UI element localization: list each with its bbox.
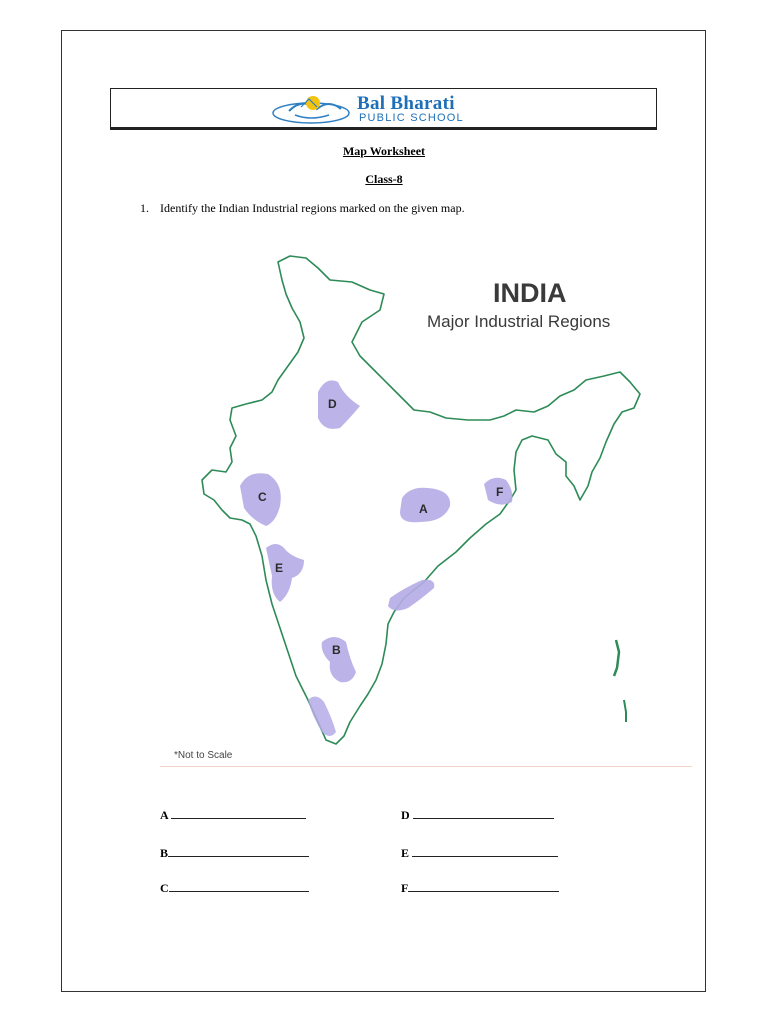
school-name: Bal Bharati bbox=[357, 93, 455, 114]
answer-a-blank[interactable] bbox=[171, 807, 306, 819]
answer-b bbox=[160, 845, 309, 861]
question-1 bbox=[140, 201, 465, 216]
region-unlabeled-south-tip bbox=[308, 696, 336, 736]
question-number: 1. bbox=[140, 201, 149, 215]
answer-e-label: E bbox=[401, 846, 413, 860]
region-e-label: E bbox=[275, 561, 284, 575]
answer-a-label: A bbox=[160, 808, 172, 822]
scale-note: *Not to Scale bbox=[174, 750, 233, 761]
answer-c-blank[interactable] bbox=[169, 880, 309, 892]
school-emblem-icon bbox=[271, 91, 357, 127]
region-d-label: D bbox=[328, 397, 337, 411]
answer-f-label: F bbox=[401, 881, 409, 895]
nicobar-islands bbox=[624, 700, 626, 722]
map-divider bbox=[160, 766, 692, 767]
region-a-label: A bbox=[419, 502, 428, 516]
region-unlabeled-east-coast bbox=[388, 580, 434, 611]
answer-c bbox=[160, 880, 309, 896]
school-logo bbox=[271, 91, 511, 127]
region-f-label: F bbox=[496, 485, 504, 499]
answer-b-label: B bbox=[160, 846, 169, 860]
school-subtitle: PUBLIC SCHOOL bbox=[359, 112, 464, 124]
andaman-islands bbox=[614, 640, 619, 676]
answer-e-blank[interactable] bbox=[412, 845, 558, 857]
worksheet-title: Map Worksheet bbox=[342, 144, 426, 158]
school-header bbox=[110, 88, 657, 130]
answer-f bbox=[401, 880, 559, 896]
class-label: Class-8 bbox=[365, 172, 403, 186]
answer-f-blank[interactable] bbox=[408, 880, 559, 892]
answer-a bbox=[160, 807, 306, 823]
answer-b-blank[interactable] bbox=[168, 845, 309, 857]
answer-c-label: C bbox=[160, 881, 169, 895]
map-title: INDIA bbox=[493, 278, 567, 308]
answer-e bbox=[401, 845, 558, 861]
answer-d bbox=[401, 807, 554, 823]
question-text: Identify the Indian Industrial regions marked on the given map. bbox=[160, 201, 465, 215]
region-b-label: B bbox=[332, 643, 341, 657]
answer-d-blank[interactable] bbox=[413, 807, 554, 819]
answer-d-label: D bbox=[401, 808, 413, 822]
region-e bbox=[266, 544, 304, 602]
region-c-label: C bbox=[258, 490, 267, 504]
region-d bbox=[318, 380, 360, 429]
map-subtitle: Major Industrial Regions bbox=[427, 312, 611, 331]
